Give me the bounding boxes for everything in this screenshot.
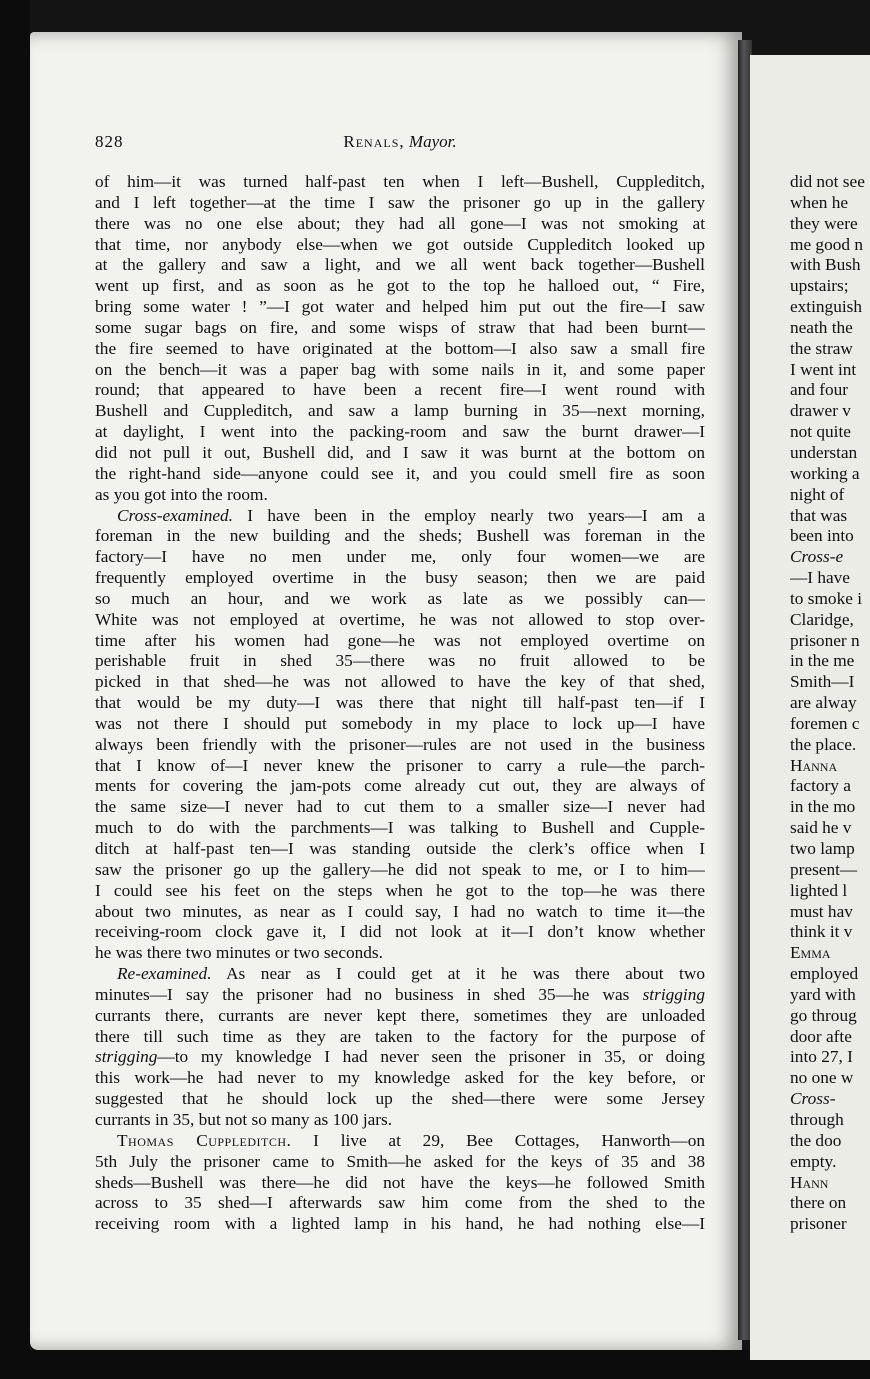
text-line: of him—it was turned half-past ten when I left—Bushell, Cuppleditch, bbox=[95, 172, 705, 191]
text-line: ditch at half-past ten—I was standing outside the clerk’s office when I bbox=[95, 839, 705, 858]
text-line: the right-hand side—anyone could see it, and you could smell fire as soon bbox=[95, 463, 705, 483]
facing-line: employed bbox=[790, 964, 859, 984]
text-line: currants there, currants are never kept there, sometimes they are unloaded bbox=[95, 1005, 705, 1025]
facing-line: into 27, I bbox=[790, 1047, 853, 1067]
facing-line: understan bbox=[790, 442, 858, 462]
facing-line: foremen c bbox=[790, 713, 860, 733]
facing-line: two lamp bbox=[790, 839, 855, 858]
facing-line: think it v bbox=[790, 922, 853, 942]
text-line bbox=[95, 985, 705, 1006]
facing-page-column bbox=[790, 172, 870, 1235]
facing-line: in the me bbox=[790, 651, 855, 671]
text-fragment: I live at 29, Bee Cottages, Hanworth—on bbox=[313, 1130, 705, 1150]
facing-fragment: Cross-e bbox=[790, 547, 844, 567]
text-fragment: —to my knowledge I had never seen the prisoner in 35, or doing bbox=[157, 1047, 705, 1067]
facing-line bbox=[790, 756, 870, 777]
text-line: much to do with the parchments—I was talking to Bushell and Cupple- bbox=[95, 818, 705, 838]
facing-line bbox=[790, 943, 870, 964]
text-fragment: I have been in the employ nearly two years—I am a bbox=[247, 505, 705, 525]
text-line: receiving room with a lighted lamp in his hand, he had nothing else—I bbox=[95, 1214, 705, 1234]
running-head-title: Mayor. bbox=[408, 132, 457, 151]
facing-line: and four bbox=[790, 380, 849, 400]
facing-line: lighted l bbox=[790, 880, 848, 900]
facing-line: there on bbox=[790, 1193, 847, 1213]
text-line: the same size—I never had to cut them to a smaller size—I never had bbox=[95, 797, 705, 817]
text-line bbox=[95, 1047, 705, 1068]
facing-line: been into bbox=[790, 526, 854, 546]
text-line bbox=[95, 964, 705, 985]
facing-line: prisoner n bbox=[790, 630, 860, 650]
facing-line: are alway bbox=[790, 693, 857, 713]
text-line: White was not employed at overtime, he was not allowed to stop over- bbox=[95, 609, 705, 629]
facing-line: prisoner bbox=[790, 1214, 847, 1234]
facing-line: the doo bbox=[790, 1130, 842, 1150]
text-line: Bushell and Cuppleditch, and saw a lamp burning in 35—next morning, bbox=[95, 401, 705, 421]
text-line: there was no one else about; they had all gone—I was not smoking at bbox=[95, 213, 705, 233]
text-line: always been friendly with the prisoner—rules are not used in the business bbox=[95, 734, 705, 754]
facing-line: the place. bbox=[790, 734, 857, 754]
facing-line: night of bbox=[790, 484, 845, 504]
facing-line: go throug bbox=[790, 1005, 857, 1025]
scan-border-left bbox=[0, 0, 30, 1379]
text-line: I could see his feet on the steps when he got to the top—he was there bbox=[95, 880, 705, 900]
text-line bbox=[95, 506, 705, 527]
text-line: as you got into the room. bbox=[95, 484, 268, 504]
facing-line: door afte bbox=[790, 1026, 852, 1046]
text-fragment: As near as I could get at it he was there about two bbox=[226, 964, 705, 984]
facing-line: that was bbox=[790, 505, 848, 525]
text-line: picked in that shed—he was not allowed to have the key of that shed, bbox=[95, 672, 705, 692]
text-line: went up first, and as soon as he got to the top he halloed out, “ Fire, bbox=[95, 276, 705, 296]
facing-line: Claridge, bbox=[790, 609, 854, 629]
facing-line: drawer v bbox=[790, 401, 851, 421]
text-line: receiving-room clock gave it, I did not look at it—I don’t know whether bbox=[95, 922, 705, 942]
stringing-word: strigging bbox=[642, 984, 705, 1004]
facing-line: empty. bbox=[790, 1151, 837, 1171]
facing-line bbox=[790, 1089, 870, 1110]
facing-line: upstairs; bbox=[790, 276, 849, 296]
facing-line: —I have bbox=[790, 568, 850, 588]
facing-line: no one w bbox=[790, 1068, 854, 1088]
facing-line bbox=[790, 1173, 870, 1194]
stringing-word: strigging bbox=[95, 1047, 158, 1067]
facing-line: not quite bbox=[790, 422, 851, 442]
text-line: did not pull it out, Bushell did, and I saw it was burnt at the bottom on bbox=[95, 442, 705, 462]
facing-line: working a bbox=[790, 463, 860, 483]
scan-border-bottom bbox=[0, 1350, 870, 1379]
facing-line: the straw bbox=[790, 338, 853, 358]
text-line: round; that appeared to have been a recent fire—I went round with bbox=[95, 380, 705, 400]
main-column bbox=[95, 172, 705, 1235]
text-line: bring some water ! ”—I got water and helped him put out the fire—I saw bbox=[95, 297, 705, 317]
text-line: perishable fruit in shed 35—there was no fruit allowed to be bbox=[95, 651, 705, 671]
text-line: was not there I should put somebody in my place to lock up—I have bbox=[95, 713, 705, 733]
text-line: there till such time as they are taken to the factory for the purpose of bbox=[95, 1026, 705, 1046]
facing-fragment: Hanna bbox=[790, 755, 838, 775]
re-examined-label: Re-examined. bbox=[117, 964, 212, 984]
facing-fragment: Cross- bbox=[790, 1089, 836, 1109]
text-fragment: minutes—I say the prisoner had no business in shed 35—he was bbox=[95, 984, 630, 1004]
text-line: suggested that he should lock up the shed—there were some Jersey bbox=[95, 1089, 705, 1109]
text-line: saw the prisoner go up the gallery—he did not speak to me, or I to him— bbox=[95, 859, 705, 879]
text-line: and I left together—at the time I saw the prisoner go up in the gallery bbox=[95, 192, 705, 212]
running-head bbox=[95, 132, 705, 152]
text-line: about two minutes, as near as I could say, I had no watch to time it—the bbox=[95, 901, 705, 921]
text-line: some sugar bags on fire, and some wisps of straw that had been burnt— bbox=[95, 317, 705, 337]
facing-line: with Bush bbox=[790, 255, 861, 275]
facing-line: I went int bbox=[790, 359, 857, 379]
facing-line bbox=[790, 547, 870, 568]
facing-line: through bbox=[790, 1109, 844, 1129]
facing-line: said he v bbox=[790, 818, 852, 838]
text-line: across to 35 shed—I afterwards saw him come from the shed to the bbox=[95, 1193, 705, 1213]
facing-fragment: Hann bbox=[790, 1172, 829, 1192]
page-header bbox=[95, 132, 705, 158]
facing-line: Smith—I bbox=[790, 672, 855, 692]
text-line: this work—he had never to my knowledge asked for the key before, or bbox=[95, 1068, 705, 1088]
facing-line: me good n bbox=[790, 234, 863, 254]
text-line: at daylight, I went into the packing-room and saw the burnt drawer—I bbox=[95, 422, 705, 442]
text-line: on the bench—it was a paper bag with some nails in it, and some paper bbox=[95, 359, 705, 379]
text-line: factory—I have no men under me, only four women—we are bbox=[95, 547, 705, 567]
text-line: currants in 35, but not so many as 100 jars. bbox=[95, 1109, 393, 1129]
witness-name: Thomas Cuppleditch. bbox=[117, 1130, 292, 1150]
facing-line: extinguish bbox=[790, 297, 863, 317]
text-line: so much an hour, and we work as late as we possibly can— bbox=[95, 588, 705, 608]
facing-line: must hav bbox=[790, 901, 853, 921]
text-line: that I know of—I never knew the prisoner to carry a rule—the parch- bbox=[95, 755, 705, 775]
text-line: ments for covering the jam-pots come already cut out, they are always of bbox=[95, 776, 705, 796]
facing-line: neath the bbox=[790, 317, 853, 337]
text-line: at the gallery and saw a light, and we all went back together—Bushell bbox=[95, 255, 705, 275]
facing-line: in the mo bbox=[790, 797, 856, 817]
text-line: that time, nor anybody else—when we got outside Cuppleditch looked up bbox=[95, 234, 705, 254]
facing-line: when he bbox=[790, 192, 849, 212]
text-line: the fire seemed to have originated at the bottom—I also saw a small fire bbox=[95, 338, 705, 358]
text-line: sheds—Bushell was there—he did not have the keys—he followed Smith bbox=[95, 1172, 705, 1192]
running-head-name: Renals, bbox=[343, 132, 405, 151]
facing-line: to smoke i bbox=[790, 588, 863, 608]
text-line: 5th July the prisoner came to Smith—he asked for the keys of 35 and 38 bbox=[95, 1151, 705, 1171]
text-line: frequently employed overtime in the busy season; then we are paid bbox=[95, 568, 705, 588]
facing-fragment: Emma bbox=[790, 943, 831, 963]
page-number: 828 bbox=[95, 132, 124, 151]
facing-line: factory a bbox=[790, 776, 851, 796]
text-line bbox=[95, 1131, 705, 1152]
facing-line: yard with bbox=[790, 984, 856, 1004]
facing-line: they were bbox=[790, 213, 858, 233]
facing-line: did not see bbox=[790, 172, 865, 191]
text-line: time after his women had gone—he was not employed overtime on bbox=[95, 630, 705, 650]
text-line: that would be my duty—I was there that night till half-past ten—if I bbox=[95, 693, 705, 713]
text-line: foreman in the new building and the sheds; Bushell was foreman in the bbox=[95, 526, 705, 546]
text-line: he was there two minutes or two seconds. bbox=[95, 943, 383, 963]
cross-examined-label: Cross-examined. bbox=[117, 505, 233, 525]
facing-line: present— bbox=[790, 859, 858, 879]
